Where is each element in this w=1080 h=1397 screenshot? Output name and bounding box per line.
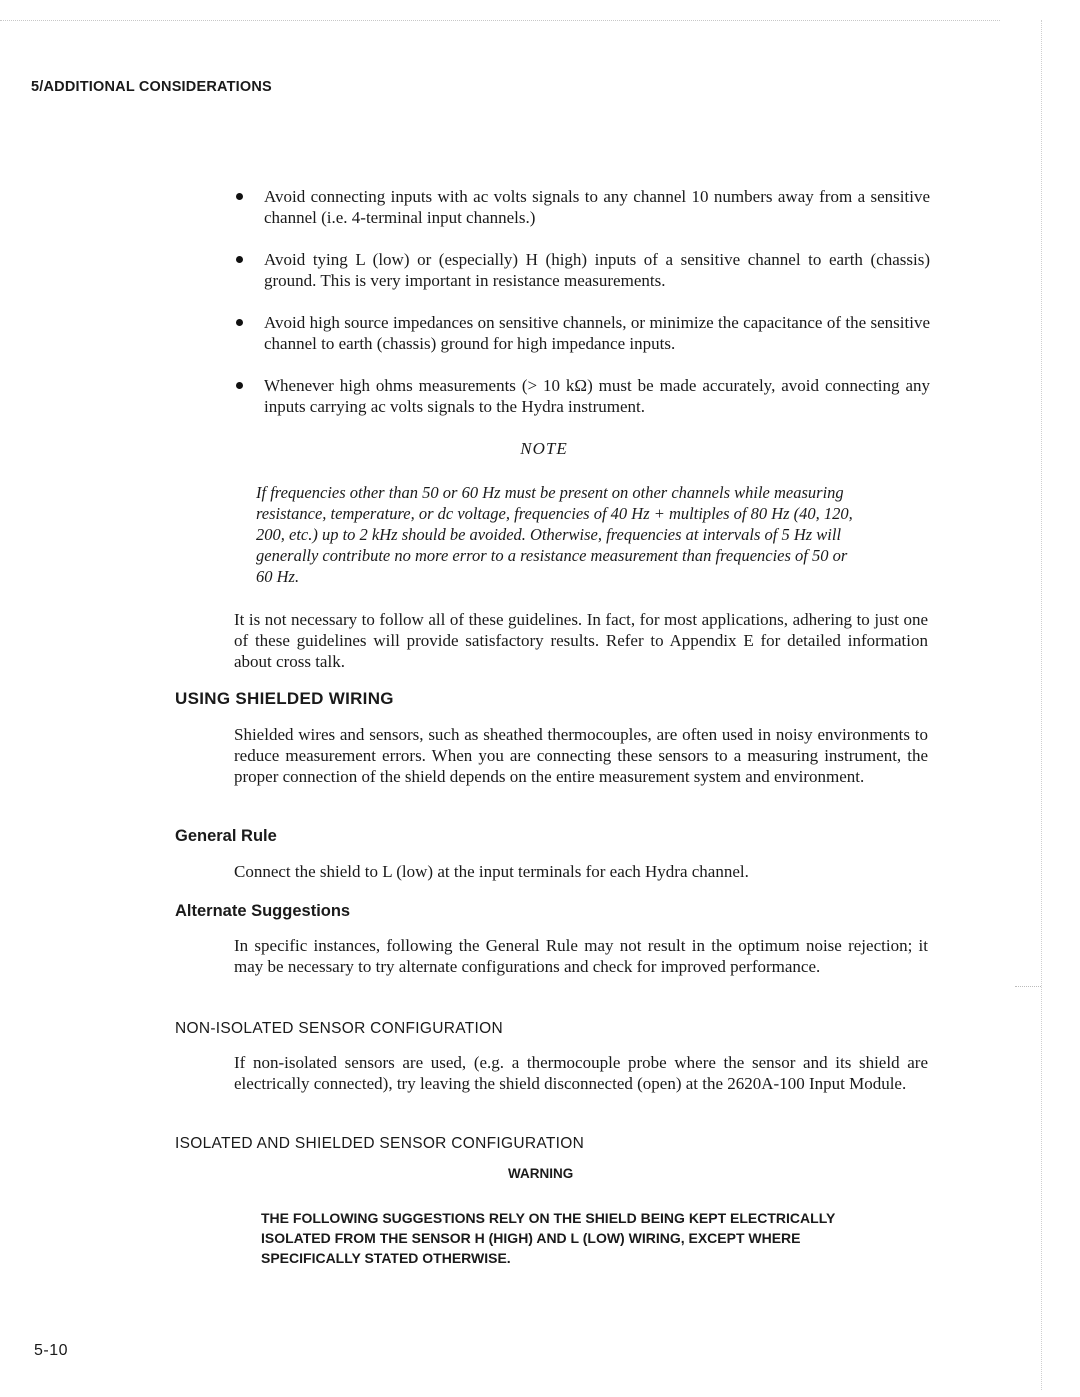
section-heading-shielded-wiring: USING SHIELDED WIRING — [175, 689, 394, 708]
shielded-wiring-body: Shielded wires and sensors, such as sheathed thermocouples, are often used in noisy environments to reduce measurement errors. When you are connecting these sensors to a measuring instrument, the proper connection of the shield depends on the entire measurement system and environment. — [234, 725, 928, 786]
note-title: NOTE — [520, 439, 568, 458]
guideline-list — [226, 186, 930, 438]
warning-body: THE FOLLOWING SUGGESTIONS RELY ON THE SHIELD BEING KEPT ELECTRICALLY ISOLATED FROM THE SENSOR H (HIGH) AND L (LOW) WIRING, EXCEPT WHERE SPECIFICALLY STATED OTHERWISE. — [261, 1210, 836, 1266]
subheading-isolated-shielded: ISOLATED AND SHIELDED SENSOR CONFIGURATION — [175, 1135, 585, 1152]
page-number: 5-10 — [34, 1342, 69, 1359]
scan-edge-mark — [1015, 986, 1041, 987]
non-isolated-body: If non-isolated sensors are used, (e.g. a thermocouple probe where the sensor and its shield are electrically connected), try leaving the shield disconnected (open) at the 2620A-100 Input Module. — [234, 1053, 928, 1093]
subheading-alternate-suggestions: Alternate Suggestions — [175, 902, 351, 920]
guideline-item: Whenever high ohms measurements (> 10 kΩ) must be made accurately, avoid connecting any inputs carrying ac volts signals to the Hydra instrument. — [226, 375, 930, 417]
guideline-item: Avoid connecting inputs with ac volts signals to any channel 10 numbers away from a sensitive channel (i.e. 4-terminal input channels.) — [226, 186, 930, 228]
chapter-header: 5/ADDITIONAL CONSIDERATIONS — [31, 79, 272, 95]
subheading-general-rule: General Rule — [175, 827, 277, 845]
scan-right-edge — [1041, 20, 1042, 1390]
warning-title: WARNING — [508, 1166, 574, 1181]
scan-top-border — [0, 20, 1000, 21]
note-body: If frequencies other than 50 or 60 Hz must be present on other channels while measuring resistance, temperature, or dc voltage, frequencies of 40 Hz + multiples of 80 Hz (40, 120, 200, etc.) up to 2 kHz should be avoided. Otherwise, frequencies at intervals of 5 Hz will generally contribute no more error to a resistance measurement than frequencies of 50 or 60 Hz. — [256, 483, 853, 586]
alternate-suggestions-body: In specific instances, following the General Rule may not result in the optimum noise rejection; it may be necessary to try alternate configurations and check for improved performance. — [234, 936, 928, 976]
guidelines-paragraph: It is not necessary to follow all of these guidelines. In fact, for most applications, adhering to just one of these guidelines will provide satisfactory results. Refer to Appendix E for detailed information about cross talk. — [234, 610, 928, 671]
general-rule-body: Connect the shield to L (low) at the input terminals for each Hydra channel. — [234, 862, 749, 881]
guideline-item: Avoid high source impedances on sensitive channels, or minimize the capacitance of the sensitive channel to earth (chassis) ground for high impedance inputs. — [226, 312, 930, 354]
guideline-item: Avoid tying L (low) or (especially) H (high) inputs of a sensitive channel to earth (chassis) ground. This is very important in resistance measurements. — [226, 249, 930, 291]
subheading-non-isolated: NON-ISOLATED SENSOR CONFIGURATION — [175, 1020, 503, 1037]
